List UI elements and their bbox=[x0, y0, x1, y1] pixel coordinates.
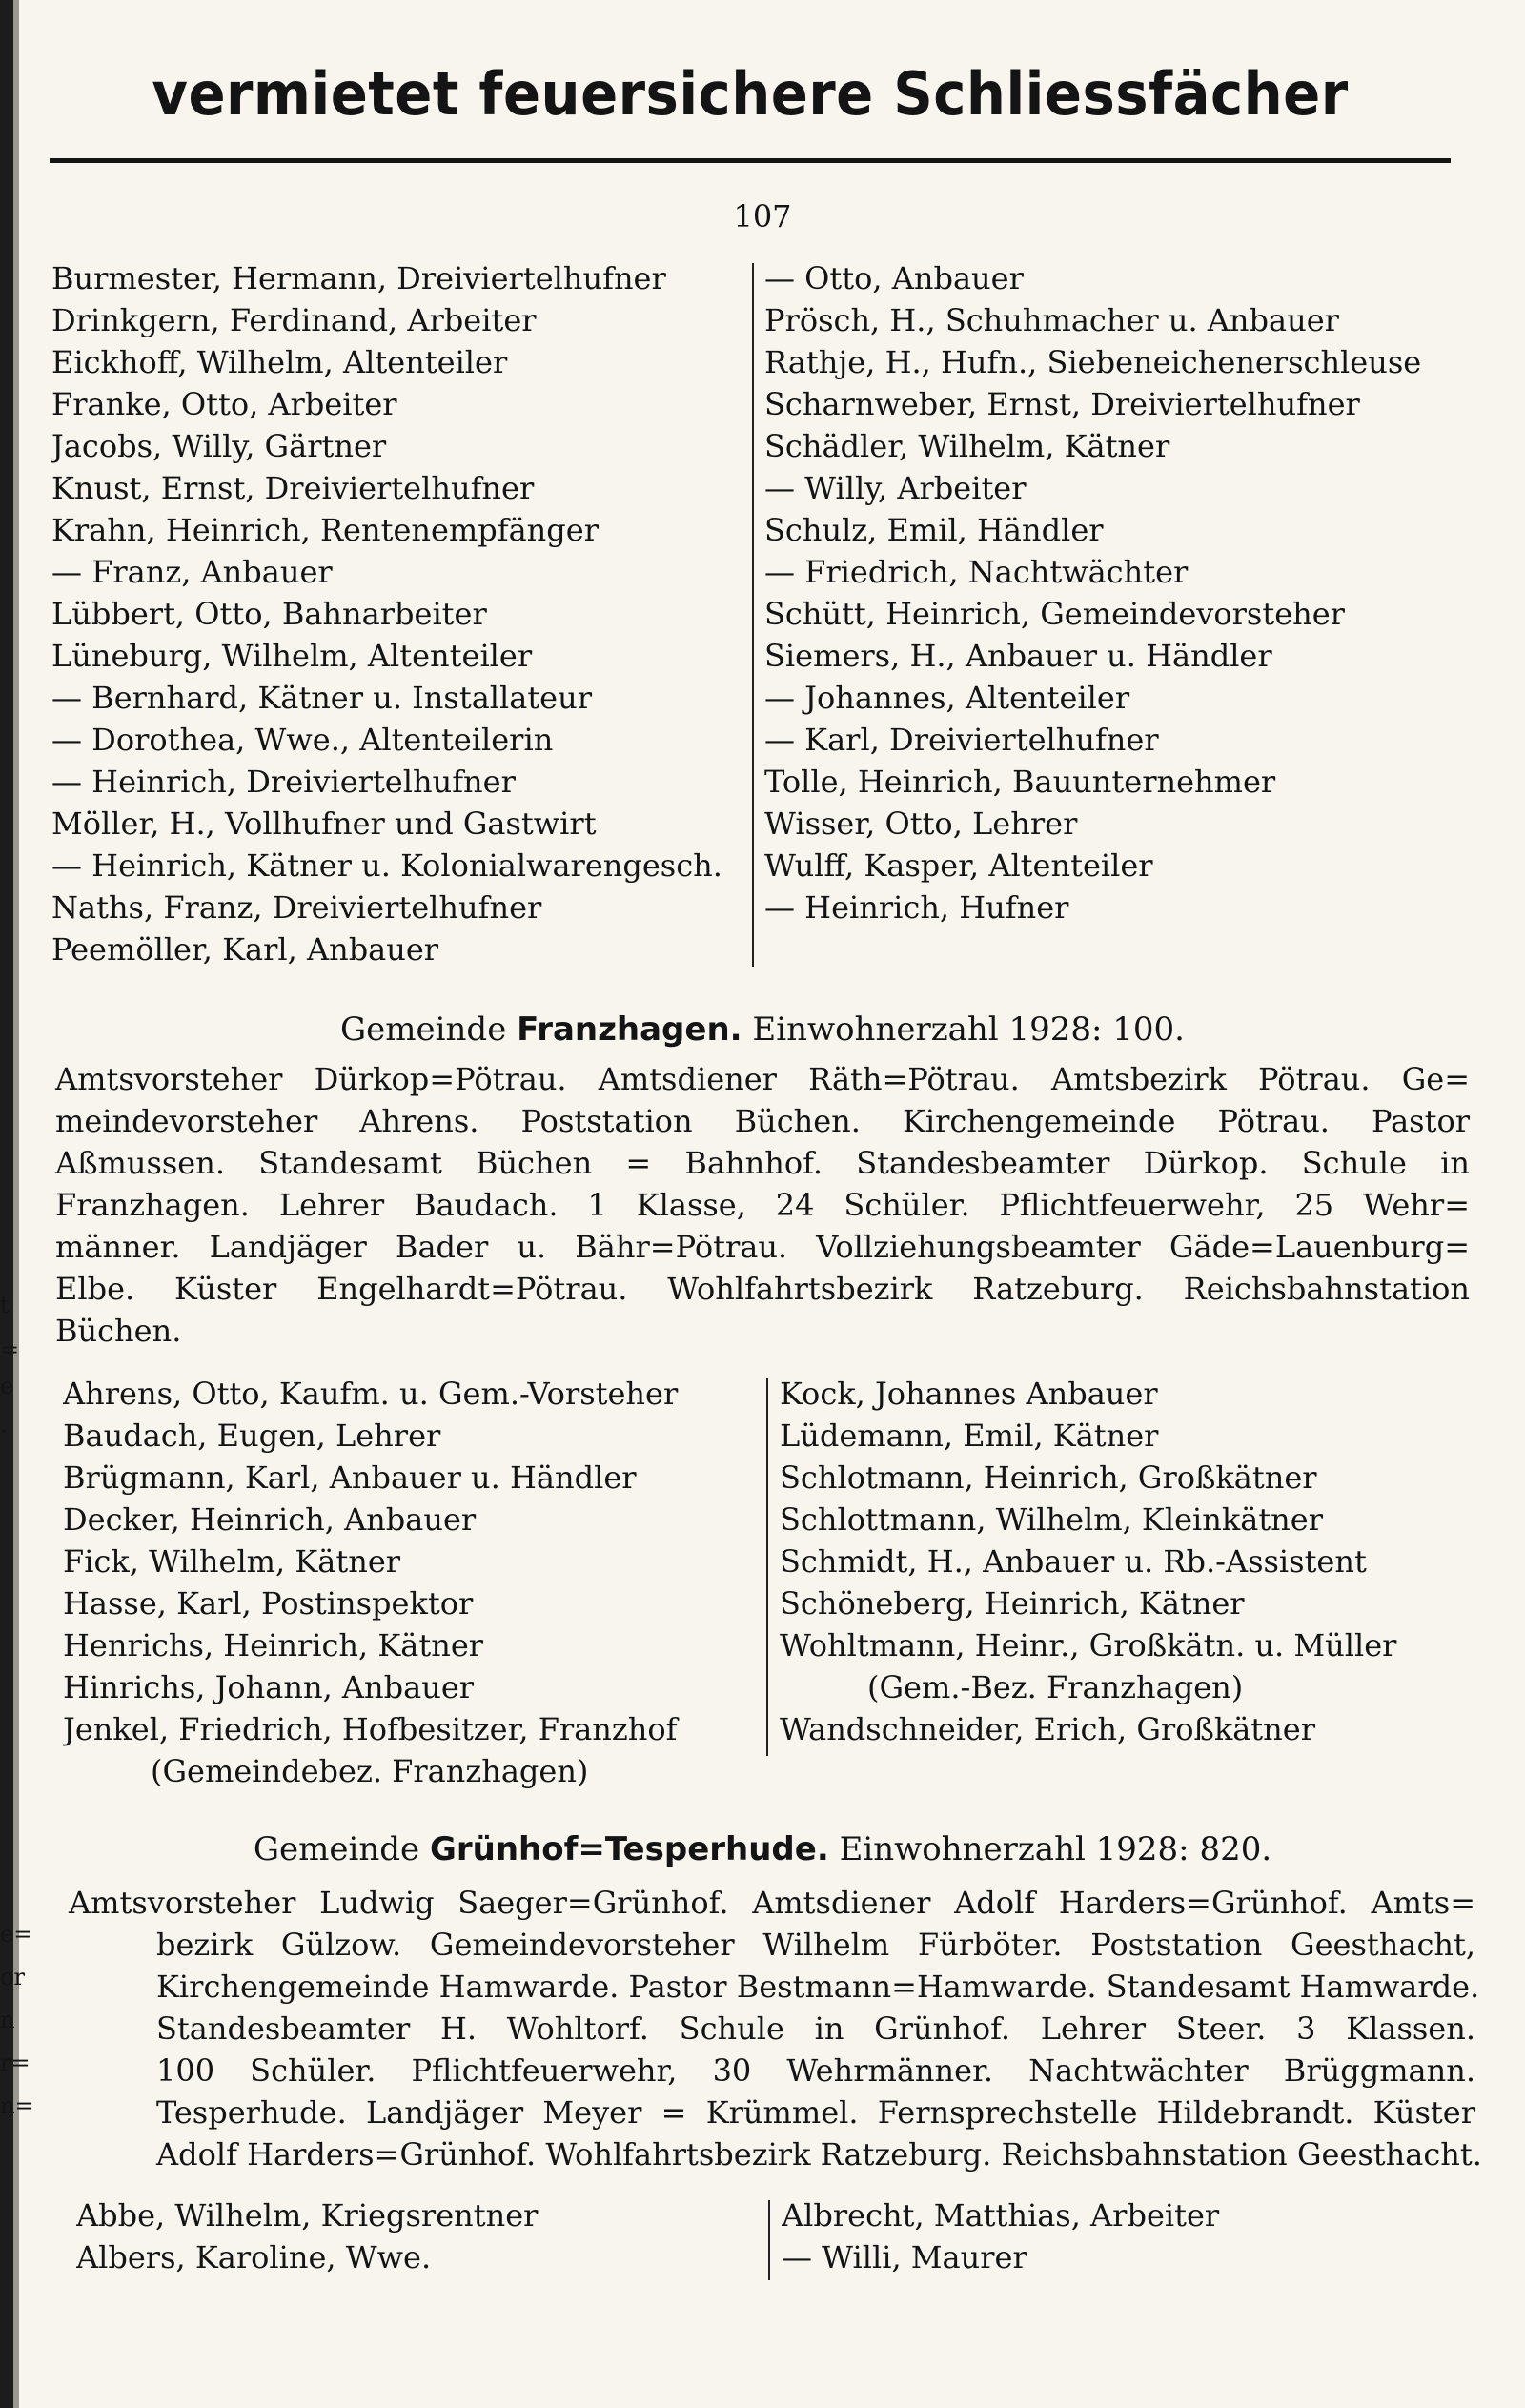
list-item: Baudach, Eugen, Lehrer bbox=[63, 1418, 441, 1454]
list-item: — Willy, Arbeiter bbox=[764, 470, 1027, 506]
paragraph-line: Kirchengemeinde Hamwarde. Pastor Bestmann=Hamwarde. Standesamt Hamwarde. bbox=[156, 1969, 1480, 2005]
municipality-name: Franzhagen. bbox=[517, 1010, 742, 1049]
heading-prefix: Gemeinde bbox=[340, 1010, 507, 1049]
resident-column-right bbox=[782, 2194, 1487, 2278]
resident-column-left bbox=[51, 257, 747, 970]
paragraph-line: Büchen. bbox=[55, 1313, 182, 1349]
municipality-description-gruenhof bbox=[69, 1882, 1482, 2175]
list-item: Kock, Johannes Anbauer bbox=[780, 1376, 1158, 1412]
margin-fragment: e= bbox=[0, 1921, 33, 1948]
resident-column-left bbox=[76, 2194, 762, 2278]
list-item: Franke, Otto, Arbeiter bbox=[51, 386, 397, 422]
list-item: Brügmann, Karl, Anbauer u. Händler bbox=[63, 1459, 637, 1496]
list-item: Hasse, Karl, Postinspektor bbox=[63, 1585, 474, 1622]
list-item: Jacobs, Willy, Gärtner bbox=[51, 428, 387, 464]
margin-fragment: e bbox=[0, 1373, 14, 1399]
list-item: Schöneberg, Heinrich, Kätner bbox=[780, 1585, 1245, 1622]
list-item: Tolle, Heinrich, Bauunternehmer bbox=[764, 764, 1276, 800]
paragraph-line: Amtsvorsteher Dürkop=Pötrau. Amtsdiener Räth=Pötrau. Amtsbezirk Pötrau. Ge= bbox=[55, 1061, 1470, 1097]
column-divider bbox=[752, 263, 754, 967]
list-item: Ahrens, Otto, Kaufm. u. Gem.-Vorsteher bbox=[63, 1376, 679, 1412]
list-item: — Karl, Dreiviertelhufner bbox=[764, 722, 1159, 758]
list-item: Schlottmann, Wilhelm, Kleinkätner bbox=[780, 1501, 1324, 1538]
list-item: — Heinrich, Hufner bbox=[764, 889, 1069, 926]
list-item: Schädler, Wilhelm, Kätner bbox=[764, 428, 1170, 464]
municipality-description-franzhagen bbox=[55, 1058, 1470, 1352]
list-item: Rathje, H., Hufn., Siebeneichenerschleuse bbox=[764, 344, 1422, 380]
list-item: Decker, Heinrich, Anbauer bbox=[63, 1501, 477, 1538]
paragraph-line: Adolf Harders=Grünhof. Wohlfahrtsbezirk Ratzeburg. Reichsbahnstation Geesthacht. bbox=[156, 2136, 1482, 2173]
list-item: — Franz, Anbauer bbox=[51, 554, 333, 590]
paragraph-line: Tesperhude. Landjäger Meyer = Krümmel. Fernsprechstelle Hildebrandt. Küster bbox=[156, 2094, 1475, 2131]
resident-column-right bbox=[764, 257, 1489, 929]
list-item: — Willi, Maurer bbox=[782, 2239, 1027, 2275]
paragraph-line: männer. Landjäger Bader u. Bähr=Pötrau. Vollziehungsbeamter Gäde=Lauenburg= bbox=[55, 1229, 1470, 1265]
list-item: Lüdemann, Emil, Kätner bbox=[780, 1418, 1159, 1454]
margin-fragment: = bbox=[0, 1337, 20, 1363]
list-item: Hinrichs, Johann, Anbauer bbox=[63, 1669, 475, 1705]
list-item: Schmidt, H., Anbauer u. Rb.-Assistent bbox=[780, 1543, 1367, 1580]
list-item: Wulff, Kasper, Altenteiler bbox=[764, 847, 1153, 884]
paragraph-line: meindevorsteher Ahrens. Poststation Büchen. Kirchengemeinde Pötrau. Pastor bbox=[55, 1103, 1470, 1139]
list-item: — Heinrich, Dreiviertelhufner bbox=[51, 764, 516, 800]
list-item: Lüneburg, Wilhelm, Altenteiler bbox=[51, 638, 533, 674]
paragraph-line: Standesbeamter H. Wohltorf. Schule in Grünhof. Lehrer Steer. 3 Klassen. bbox=[156, 2010, 1475, 2047]
list-item: Eickhoff, Wilhelm, Altenteiler bbox=[51, 344, 508, 380]
list-item: (Gemeindebez. Franzhagen) bbox=[151, 1753, 589, 1789]
municipality-name: Grünhof=Tesperhude. bbox=[429, 1830, 829, 1868]
list-item: Albrecht, Matthias, Arbeiter bbox=[782, 2197, 1220, 2234]
list-item: Möller, H., Vollhufner und Gastwirt bbox=[51, 806, 597, 842]
paragraph-line: bezirk Gülzow. Gemeindevorsteher Wilhelm Fürböter. Poststation Geesthacht, bbox=[156, 1927, 1475, 1963]
list-item: Henrichs, Heinrich, Kätner bbox=[63, 1627, 484, 1663]
list-item: Schlotmann, Heinrich, Großkätner bbox=[780, 1459, 1317, 1496]
list-item: — Johannes, Altenteiler bbox=[764, 680, 1130, 716]
list-item: Lübbert, Otto, Bahnarbeiter bbox=[51, 596, 487, 632]
column-divider bbox=[766, 1378, 768, 1756]
list-item: Abbe, Wilhelm, Kriegsrentner bbox=[76, 2197, 539, 2234]
advertisement-banner: vermietet feuersichere Schliessfächer bbox=[152, 59, 1349, 129]
population-note: Einwohnerzahl 1928: 100. bbox=[752, 1010, 1185, 1049]
list-item: — Otto, Anbauer bbox=[764, 260, 1024, 296]
list-item: Knust, Ernst, Dreiviertelhufner bbox=[51, 470, 535, 506]
paragraph-line: Elbe. Küster Engelhardt=Pötrau. Wohlfahrtsbezirk Ratzeburg. Reichsbahnstation bbox=[55, 1271, 1470, 1307]
banner-rule bbox=[50, 158, 1451, 163]
margin-fragment: t bbox=[0, 1292, 10, 1318]
list-item: Burmester, Hermann, Dreiviertelhufner bbox=[51, 260, 666, 296]
page-number: 107 bbox=[733, 198, 792, 235]
list-item: — Friedrich, Nachtwächter bbox=[764, 554, 1189, 590]
population-note: Einwohnerzahl 1928: 820. bbox=[839, 1830, 1272, 1868]
paragraph-line: 100 Schüler. Pflichtfeuerwehr, 30 Wehrmänner. Nachtwächter Brüggmann. bbox=[156, 2052, 1475, 2089]
list-item: Wohltmann, Heinr., Großkätn. u. Müller bbox=[780, 1627, 1397, 1663]
municipality-heading-gruenhof bbox=[0, 1828, 1525, 1870]
list-item: Scharnweber, Ernst, Dreiviertelhufner bbox=[764, 386, 1360, 422]
column-divider bbox=[768, 2200, 770, 2280]
municipality-heading-franzhagen bbox=[0, 1009, 1525, 1051]
list-item: Wandschneider, Erich, Großkätner bbox=[780, 1711, 1315, 1747]
paragraph-line: Aßmussen. Standesamt Büchen = Bahnhof. Standesbeamter Dürkop. Schule in bbox=[55, 1145, 1470, 1181]
list-item: Drinkgern, Ferdinand, Arbeiter bbox=[51, 302, 537, 338]
book-spine-shadow bbox=[0, 0, 13, 2408]
list-item: Jenkel, Friedrich, Hofbesitzer, Franzhof bbox=[63, 1711, 678, 1747]
margin-fragment: · bbox=[0, 1418, 8, 1445]
list-item: Peemöller, Karl, Anbauer bbox=[51, 931, 439, 968]
list-item: Schütt, Heinrich, Gemeindevorsteher bbox=[764, 596, 1345, 632]
book-spine-edge bbox=[13, 0, 19, 2408]
list-item: Siemers, H., Anbauer u. Händler bbox=[764, 638, 1272, 674]
list-item: Prösch, H., Schuhmacher u. Anbauer bbox=[764, 302, 1339, 338]
resident-column-right bbox=[780, 1373, 1485, 1750]
margin-fragment: or bbox=[0, 1964, 25, 1990]
heading-prefix: Gemeinde bbox=[253, 1830, 420, 1868]
list-item: — Heinrich, Kätner u. Kolonialwarengesch. bbox=[51, 847, 722, 884]
list-item: — Bernhard, Kätner u. Installateur bbox=[51, 680, 593, 716]
list-item: Naths, Franz, Dreiviertelhufner bbox=[51, 889, 542, 926]
list-item: (Gem.-Bez. Franzhagen) bbox=[867, 1669, 1244, 1705]
list-item: Albers, Karoline, Wwe. bbox=[76, 2239, 432, 2275]
list-item: Schulz, Emil, Händler bbox=[764, 512, 1104, 548]
list-item: Wisser, Otto, Lehrer bbox=[764, 806, 1078, 842]
margin-fragment: n= bbox=[0, 2092, 34, 2119]
margin-fragment: r= bbox=[0, 2050, 30, 2076]
list-item: Fick, Wilhelm, Kätner bbox=[63, 1543, 401, 1580]
list-item: Krahn, Heinrich, Rentenempfänger bbox=[51, 512, 599, 548]
paragraph-line: Franzhagen. Lehrer Baudach. 1 Klasse, 24 Schüler. Pflichtfeuerwehr, 25 Wehr= bbox=[55, 1187, 1470, 1223]
resident-column-left bbox=[63, 1373, 759, 1792]
paragraph-line: Amtsvorsteher Ludwig Saeger=Grünhof. Amtsdiener Adolf Harders=Grünhof. Amts= bbox=[69, 1885, 1475, 1921]
list-item: — Dorothea, Wwe., Altenteilerin bbox=[51, 722, 554, 758]
margin-fragment: n bbox=[0, 2007, 15, 2033]
